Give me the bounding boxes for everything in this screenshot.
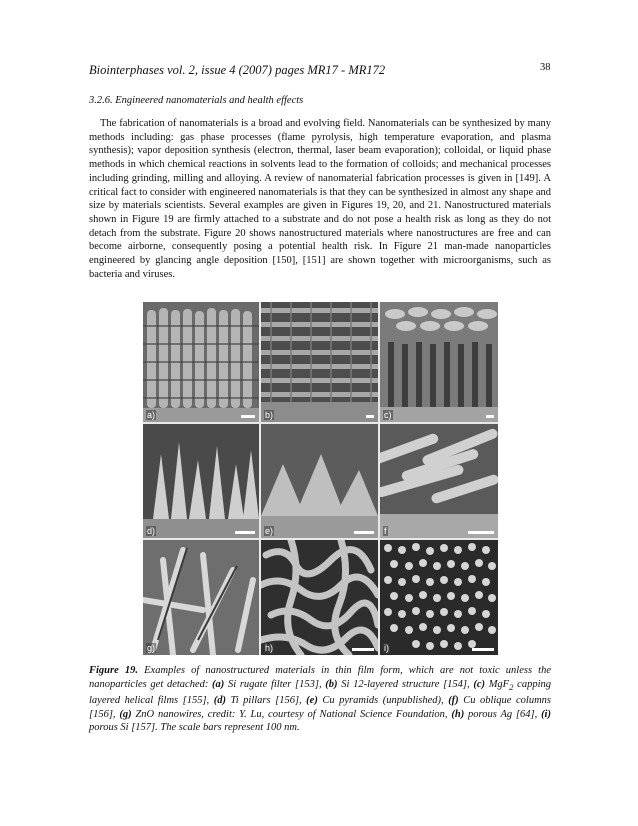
caption-text-i: porous Si [157]. The scale bars represent 100 nm. bbox=[89, 722, 300, 734]
sem-image-d bbox=[143, 424, 259, 538]
scale-bar-i bbox=[472, 648, 494, 651]
caption-text-c: capping layered helical films [155], bbox=[89, 678, 552, 707]
caption-subscript: 2 bbox=[509, 681, 514, 692]
panel-label-i: i) bbox=[384, 643, 389, 653]
panel-label-f: f bbox=[384, 526, 387, 536]
caption-text-b: Si 12-layered structure [154], bbox=[337, 678, 474, 690]
caption-ref-h: (h) bbox=[451, 708, 465, 720]
sem-panel-f bbox=[380, 424, 498, 538]
sem-image-e bbox=[261, 424, 378, 538]
sem-panel-h bbox=[261, 540, 378, 655]
sem-panel-e bbox=[261, 424, 378, 538]
sem-panel-a bbox=[143, 302, 259, 422]
sem-panel-b bbox=[261, 302, 378, 422]
sem-panel-c bbox=[380, 302, 498, 422]
running-head: Biointerphases vol. 2, issue 4 (2007) pages MR17 - MR172 bbox=[89, 63, 386, 77]
figure-19-image-grid bbox=[143, 302, 498, 655]
panel-label-c: c) bbox=[384, 410, 392, 420]
caption-ref-i: (i) bbox=[541, 708, 551, 720]
caption-text-d: Ti pillars [156], bbox=[225, 695, 307, 707]
caption-ref-f: (f) bbox=[448, 695, 459, 707]
sem-image-g bbox=[143, 540, 259, 655]
caption-text-a: Si rugate filter [153], bbox=[224, 678, 326, 690]
scale-bar-f bbox=[468, 531, 494, 534]
scale-bar-a bbox=[241, 415, 255, 418]
caption-text-f: Cu oblique columns [156], bbox=[89, 695, 551, 720]
sem-panel-g bbox=[143, 540, 259, 655]
caption-ref-g: (g) bbox=[119, 708, 132, 720]
caption-text-g: ZnO nanowires, credit: Y. Lu, courtesy of National Science Foundation, bbox=[131, 708, 452, 720]
panel-label-b: b) bbox=[265, 410, 274, 420]
figure-caption bbox=[89, 664, 551, 735]
panel-label-g: g) bbox=[147, 643, 156, 653]
caption-ref-b: (b) bbox=[325, 678, 338, 690]
caption-text: Examples of nanostructured materials in thin film form, which are not toxic unless the nanoparticles get detached: bbox=[89, 665, 551, 690]
caption-ref-c: (c) bbox=[473, 678, 485, 690]
scale-bar-b bbox=[366, 415, 374, 418]
sem-image-c bbox=[380, 302, 498, 422]
scale-bar-e bbox=[354, 531, 374, 534]
sem-panel-i bbox=[380, 540, 498, 655]
panel-label-e: e) bbox=[265, 526, 274, 536]
scale-bar-c bbox=[486, 415, 494, 418]
sem-image-i bbox=[380, 540, 498, 655]
section-heading: 3.2.6. Engineered nanomaterials and health effects bbox=[89, 95, 304, 106]
sem-image-h bbox=[261, 540, 378, 655]
body-paragraph: The fabrication of nanomaterials is a broad and evolving field. Nanomaterials can be synthesized by many methods including: gas phase processes (flame pyrolysis, high temperature evaporation, and plasma synthesis); vapor deposition synthesis (electron, thermal, laser beam evaporation); colloidal, or liquid phase methods in which chemical reactions in solvents lead to the formation of colloids; and mechanical processes including grinding, milling and alloying. A review of nanomaterial fabrication processes is given in [149]. A critical fact to consider with engineered nanomaterials is that they can be synthesized in almost any shape and size by materials scientists. Several examples are given in Figures 19, 20, and 21. Nanostructured materials shown in Figure 19 are firmly attached to a substrate and do not pose a health risk as long as they do not detach from the substrate. Figure 20 shows nanostructured materials where nanostructures are free and can become airborne, consequently posing a potential health risk. In Figure 21 man-made nanoparticles engineered by glancing angle deposition [150], [151] are shown together with microorganisms, such as bacteria and viruses. bbox=[89, 118, 551, 280]
caption-ref-d: (d) bbox=[213, 695, 226, 707]
scale-bar-d bbox=[235, 531, 255, 534]
caption-label: Figure 19. bbox=[89, 665, 139, 676]
panel-label-a: a) bbox=[147, 410, 156, 420]
caption-ref-e: (e) bbox=[306, 695, 318, 707]
caption-text-h: porous Ag [64], bbox=[464, 708, 542, 720]
scale-bar-h bbox=[352, 648, 374, 651]
panel-label-h: h) bbox=[265, 643, 274, 653]
panel-label-d: d) bbox=[147, 526, 156, 536]
page-number: 38 bbox=[540, 62, 551, 73]
sem-image-f bbox=[380, 424, 498, 538]
caption-text-c-pre: MgF bbox=[485, 678, 510, 690]
sem-image-a bbox=[143, 302, 259, 422]
sem-panel-d bbox=[143, 424, 259, 538]
caption-text-e: Cu pyramids (unpublished), bbox=[317, 695, 449, 707]
sem-image-b bbox=[261, 302, 378, 422]
caption-ref-a: (a) bbox=[212, 678, 225, 690]
